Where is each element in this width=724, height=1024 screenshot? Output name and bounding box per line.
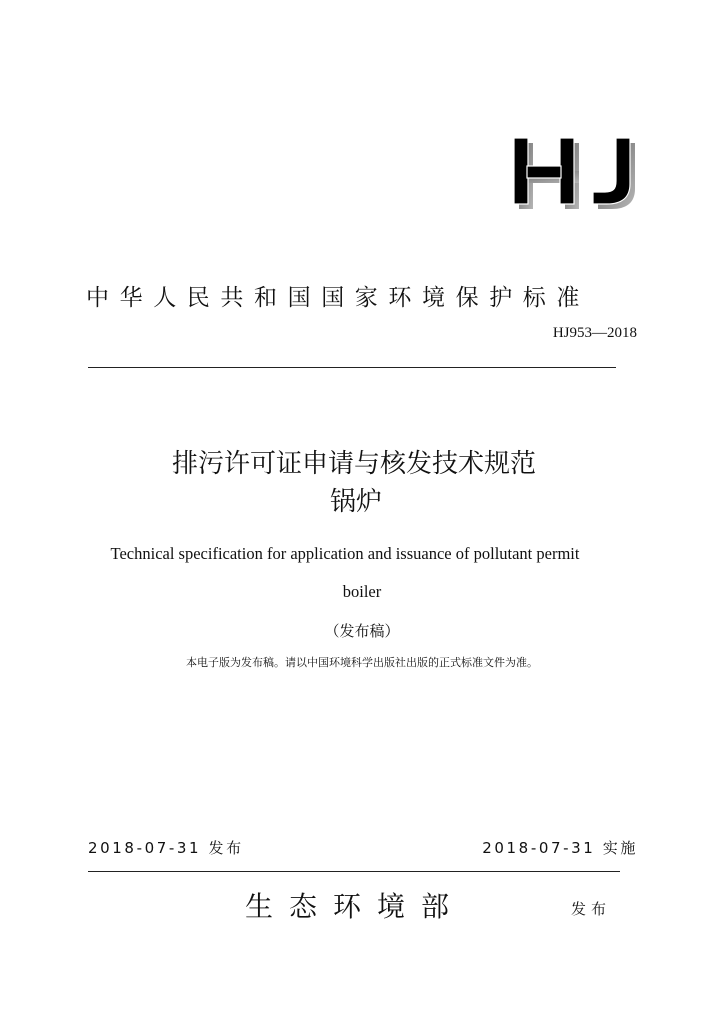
header-divider bbox=[88, 367, 616, 368]
publish-label: 发布 bbox=[571, 900, 612, 918]
issuer-title: 中华人民共和国国家环境保护标准 bbox=[86, 285, 590, 311]
hj-logo bbox=[512, 134, 642, 214]
footer-divider bbox=[88, 871, 620, 872]
standard-number: HJ953—2018 bbox=[552, 325, 637, 341]
issuing-ministry: 生态环境部 bbox=[245, 890, 466, 923]
issue-date: 2018-07-31 发布 bbox=[88, 839, 244, 857]
title-english-line2: boiler bbox=[342, 582, 382, 601]
title-chinese-line1: 排污许可证申请与核发技术规范 bbox=[171, 449, 536, 479]
title-chinese-line2: 锅炉 bbox=[329, 487, 382, 517]
edition-notice: 本电子版为发布稿。请以中国环境科学出版社出版的正式标准文件为准。 bbox=[186, 656, 538, 669]
title-english-line1: Technical specification for application and issuance of pollutant permit bbox=[110, 544, 580, 563]
implementation-date: 2018-07-31 实施 bbox=[482, 839, 638, 857]
draft-label: （发布稿） bbox=[324, 622, 400, 640]
